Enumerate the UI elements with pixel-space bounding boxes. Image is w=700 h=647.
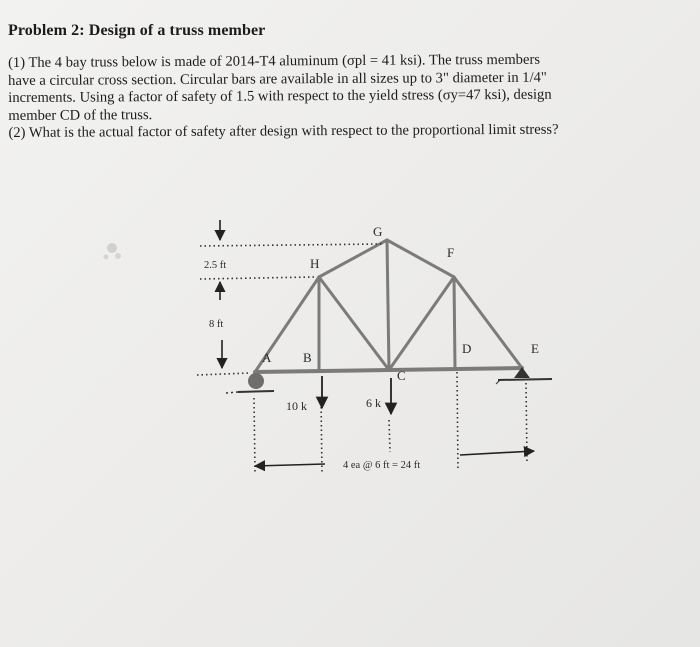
member-FC (389, 277, 454, 370)
pin-support-A (226, 373, 274, 393)
height-dimension-arrows (220, 220, 222, 368)
truss-members (255, 240, 522, 372)
member-GF (387, 240, 454, 277)
dimension-label-height-upper: 2.5 ft (204, 260, 227, 271)
node-label-A: A (262, 350, 272, 365)
statement-line-4: member CD of the truss. (8, 106, 153, 124)
node-label-B: B (303, 350, 312, 365)
problem-title: Problem 2: Design of a truss member (8, 22, 266, 39)
statement-line-2: have a circular cross section. Circular bars are available in all sizes up to 3" diameter in 1/4" (8, 69, 547, 89)
node-label-G: G (373, 224, 383, 239)
dimension-label-span: 4 ea @ 6 ft = 24 ft (343, 460, 421, 471)
member-GC (387, 240, 389, 370)
statement-line-5: (2) What is the actual factor of safety after design with respect to the proportional limit stress? (8, 121, 559, 141)
load-label-C: 6 k (366, 396, 381, 410)
node-label-H: H (310, 256, 320, 271)
node-label-F: F (447, 245, 455, 260)
member-HC (319, 277, 389, 370)
dimension-label-height-lower: 8 ft (209, 319, 224, 330)
node-label-E: E (531, 341, 539, 356)
load-label-B: 10 k (286, 399, 307, 413)
node-label-D: D (462, 341, 472, 356)
node-label-C: C (397, 368, 406, 383)
member-FD (454, 277, 455, 369)
smudge-mark (104, 243, 122, 260)
member-HG (319, 240, 387, 277)
dotted-reference-lines (197, 244, 527, 474)
statement-line-1: (1) The 4 bay truss below is made of 2014-T4 aluminum (σpl = 41 ksi). The truss members (8, 51, 541, 71)
statement-line-3: increments. Using a factor of safety of 1.5 with respect to the yield stress (σy=47 ksi), design (8, 86, 552, 106)
